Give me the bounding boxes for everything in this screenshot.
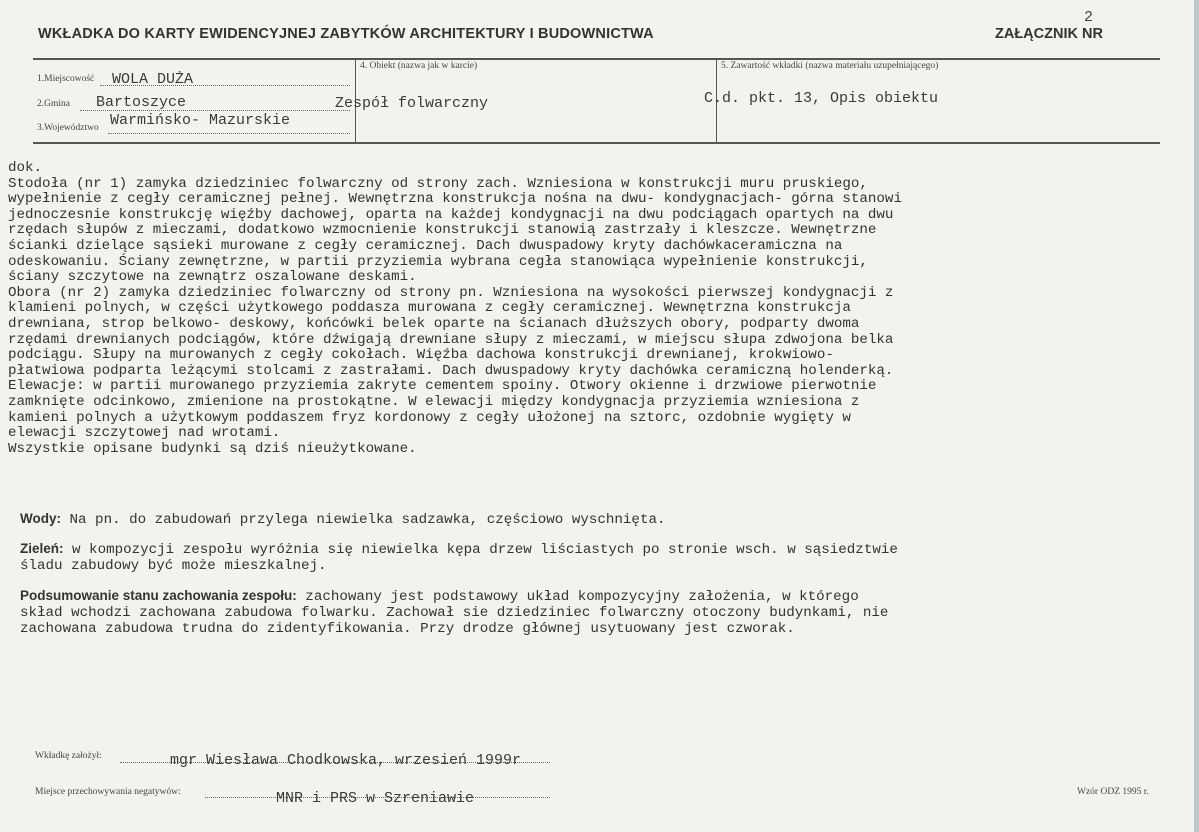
wojewodztwo-value: Warmińsko- Mazurskie [110, 112, 291, 129]
storage-label: Miejsce przechowywania negatywów: [35, 787, 181, 797]
header-top-rule [33, 58, 1160, 60]
wody-text: Na pn. do zabudowań przylega niewielka sadzawka, częściowo wyschnięta. [61, 512, 666, 528]
document-title: WKŁADKA DO KARTY EWIDENCYJNEJ ZABYTKÓW ARCHITEKTURY I BUDOWNICTWA [38, 26, 654, 42]
text-line: dok. [8, 160, 43, 176]
storage-value: MNR i PRS w Szreniawie [276, 790, 475, 807]
podsumowanie-text-1: zachowany jest podstawowy układ kompozycyjny założenia, w którego [296, 589, 859, 605]
zawartosc-label: 5. Zawartość wkładki (nazwa materiału uzupełniającego) [721, 61, 939, 71]
podsumowanie-text-2: skład wchodzi zachowana zabudowa folwarku. Zachował sie dziedziniec folwarczny otoczony budynkami, nie [20, 605, 889, 621]
page-number: 2 [1084, 9, 1094, 26]
text-line: drewniana, strop belkowo- deskowy, końcówki belek oparte na ścianach dłuższych obory, podparty dwoma [8, 315, 860, 332]
text-line: kamieni polnych a użytkowym poddaszem fryz kordonowy z cegły ułożonej na sztorc, ozdobnie wygięty w [8, 409, 851, 426]
wojewodztwo-label: 3.Województwo [37, 123, 99, 133]
podsumowanie-paragraph [20, 588, 1120, 637]
scan-edge [1194, 0, 1199, 832]
miejscowosc-label: 1.Miejscowość [37, 74, 95, 84]
text-line: Obora (nr 2) zamyka dziedziniec folwarczny od strony pn. Wzniesiona na wysokości pierwszej kondygnacji z [8, 284, 894, 301]
header-bottom-rule [33, 142, 1160, 144]
miejscowosc-value: WOLA DUŻA [112, 71, 194, 88]
text-line: odeskowaniu. Ściany zewnętrzne, w partii przyziemia wybrana cegła stanowiąca wypełnienie konstrukcji, [8, 253, 868, 270]
author-value: mgr Wiesława Chodkowska, wrzesień 1999r [170, 752, 522, 769]
wody-label: Wody: [20, 511, 61, 526]
text-line: Stodoła (nr 1) zamyka dziedziniec folwarczny od strony zach. Wzniesiona w konstrukcji muru pruskiego, [8, 175, 868, 192]
zielen-label: Zieleń: [20, 541, 64, 556]
text-line: jednoczesnie konstrukcję więźby dachowej, oparta na każdej kondygnacji na dwu podciągach opartych na dwu [8, 206, 894, 223]
zielen-text-1: w kompozycji zespołu wyróżnia się niewielka kępa drzew liściastych po stronie wsch. w sąsiedztwie [63, 542, 898, 558]
text-line: zamknięte odcinkowo, zmienione na prostokątne. W elewacji między kondygnacja przyziemia wzniesiona z [8, 393, 860, 410]
text-line: elewacji szczytowej nad wrotami. [8, 425, 281, 442]
author-label: Wkładkę założył: [35, 751, 102, 761]
text-line: Wszystkie opisane budynki są dziś nieużytkowane. [8, 440, 417, 457]
annex-label: ZAŁĄCZNIK NR [995, 26, 1103, 42]
podsumowanie-text-3: zachowana zabudowa trudna do zidentyfikowania. Przy drodze głównej usytuowany jest czworak. [20, 621, 795, 637]
zawartosc-value: C.d. pkt. 13, Opis obiektu [704, 90, 939, 107]
podsumowanie-label: Podsumowanie stanu zachowania zespołu: [20, 588, 297, 603]
wody-paragraph [20, 511, 1120, 528]
text-line: podciągu. Słupy na murowanych z cegły cokołach. Więźba dachowa konstrukcji drewnianej, krokwiowo- [8, 347, 834, 364]
gmina-value: Bartoszyce [96, 94, 187, 111]
text-line: rzędami drewnianych podciągów, które dźwigają drewniane słupy z mieczami, w miejscu słupa zdwojona belka [8, 331, 894, 348]
text-line: wypełnienie z cegły ceramicznej pełnej. Wewnętrzna konstrukcja nośna na dwu- kondygnacjach- górna stanowi [8, 191, 902, 208]
text-line: płatwiowa podparta leżącymi stolcami z zastrałami. Dach dwuspadowy kryty dachówka ceramiczną holenderką. [8, 362, 894, 379]
description-text [8, 161, 1118, 457]
obiekt-value: Zespół folwarczny [335, 95, 489, 112]
wojewodztwo-line [108, 133, 350, 134]
gmina-label: 2.Gmina [37, 99, 70, 109]
form-version: Wzór ODZ 1995 r. [1077, 787, 1149, 797]
text-line: ścianki dzielące sąsieki murowane z cegły ceramicznej. Dach dwuspadowy kryty dachówkaceramiczna na [8, 237, 843, 254]
text-line: Elewacje: w partii murowanego przyziemia zakryte cementem spoiny. Otwory okienne i drzwiowe pierwotnie [8, 378, 877, 395]
obiekt-label: 4. Obiekt (nazwa jak w karcie) [360, 61, 478, 71]
zielen-paragraph [20, 541, 1120, 574]
text-line: rzędach słupów z mieczami, dodatkowo wzmocnienie konstrukcji stanowią zastrzały i kleszcze. Wewnętrzne [8, 222, 877, 239]
text-line: ściany szczytowe na zewnątrz oszalowane deskami. [8, 269, 417, 286]
zielen-text-2: śladu zabudowy być może mieszkalnej. [20, 558, 327, 574]
text-line: klamieni polnych, w części użytkowego poddasza murowana z cegły ceramicznej. Wewnętrzna konstrukcja [8, 300, 851, 317]
